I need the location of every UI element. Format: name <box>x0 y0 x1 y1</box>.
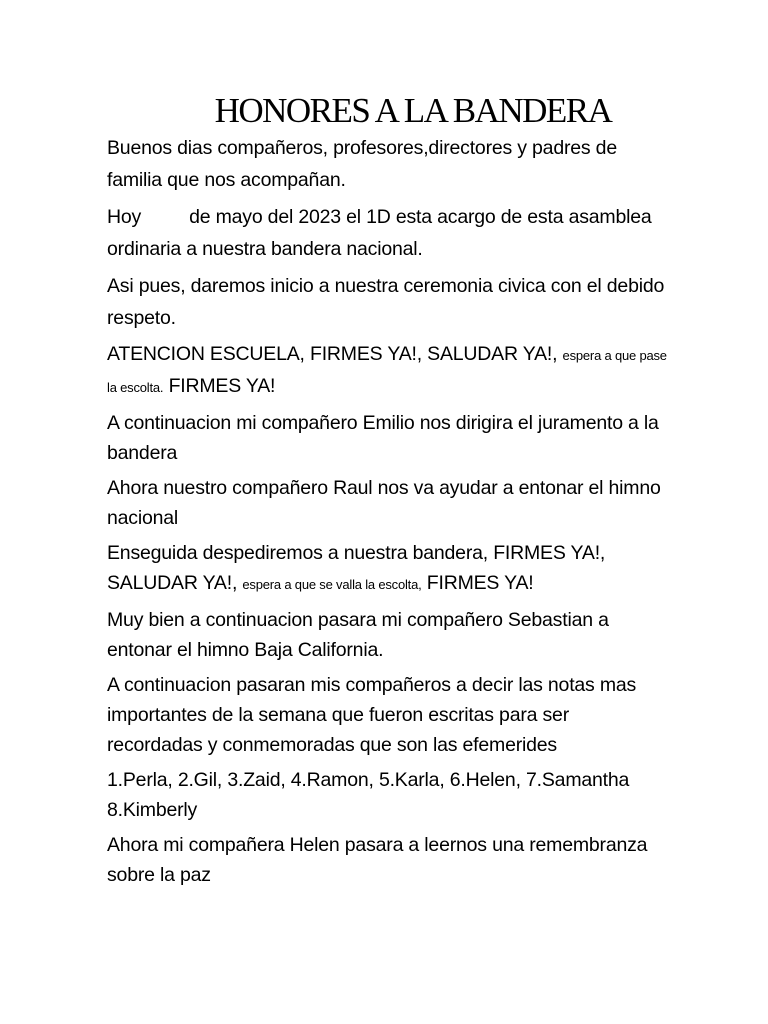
attention-command-end: FIRMES YA! <box>168 375 276 397</box>
date-prefix: Hoy <box>107 206 142 228</box>
paragraph-date <box>107 201 667 265</box>
paragraph-remembrance: Ahora mi compañera Helen pasara a leernos una remembranza sobre la paz <box>107 834 648 886</box>
farewell-note: espera a que se valla la escolta, <box>242 577 422 592</box>
attention-note: espera a que pase la escolta. <box>107 348 667 395</box>
paragraph-attention <box>107 339 667 403</box>
date-rest: de mayo del 2023 el 1D esta acargo de esta asamblea ordinaria a nuestra bandera nacional. <box>107 206 652 260</box>
document-title: HONORES A LA BANDERA <box>214 91 612 130</box>
farewell-command: Enseguida despediremos a nuestra bandera, FIRMES YA!, SALUDAR YA!, <box>107 542 606 594</box>
attention-command: ATENCION ESCUELA, FIRMES YA!, SALUDAR YA!, <box>107 343 558 365</box>
paragraph-greeting: Buenos dias compañeros, profesores,directores y padres de familia que nos acompañan. <box>107 137 617 191</box>
paragraph-start-ceremony: Asi pues, daremos inicio a nuestra ceremonia civica con el debido respeto. <box>107 275 665 329</box>
paragraph-efemerides: A continuacion pasaran mis compañeros a decir las notas mas importantes de la semana que fueron escritas para ser recordadas y conmemoradas que son las efemerides <box>107 674 637 756</box>
paragraph-state-anthem: Muy bien a continuacion pasara mi compañero Sebastian a entonar el himno Baja California. <box>107 609 609 661</box>
paragraph-farewell <box>107 538 667 600</box>
paragraph-oath: A continuacion mi compañero Emilio nos dirigira el juramento a la bandera <box>107 412 659 464</box>
farewell-command-end: FIRMES YA! <box>426 572 534 594</box>
document-body <box>107 132 667 895</box>
paragraph-participants: 1.Perla, 2.Gil, 3.Zaid, 4.Ramon, 5.Karla, 6.Helen, 7.Samantha 8.Kimberly <box>107 769 630 821</box>
paragraph-anthem: Ahora nuestro compañero Raul nos va ayudar a entonar el himno nacional <box>107 477 661 529</box>
